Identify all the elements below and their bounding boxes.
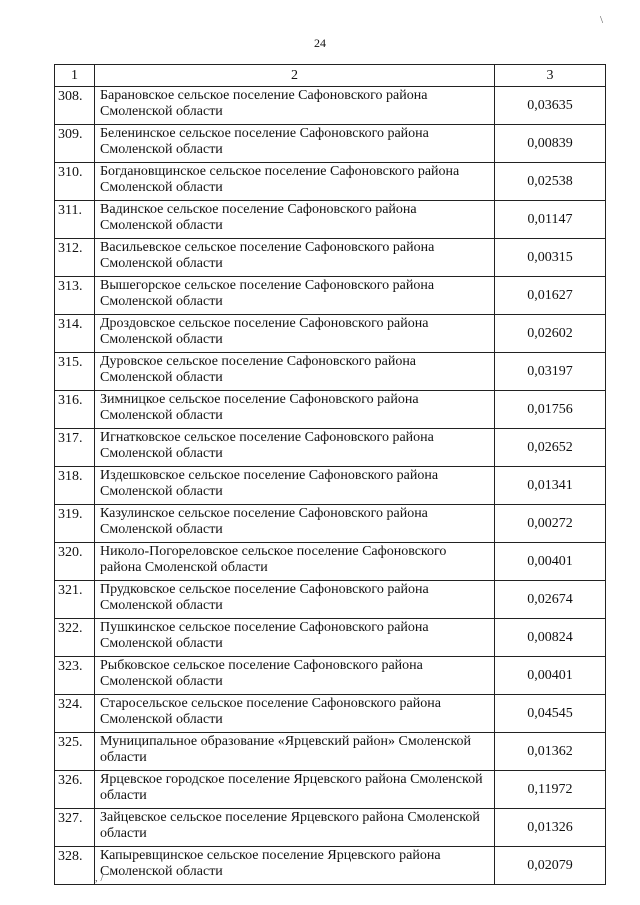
row-number: 326. bbox=[55, 771, 95, 809]
table-row bbox=[55, 543, 606, 581]
municipality-name: Зимницкое сельское поселение Сафоновского района Смоленской области bbox=[95, 391, 495, 429]
row-number: 314. bbox=[55, 315, 95, 353]
row-number: 320. bbox=[55, 543, 95, 581]
row-number: 315. bbox=[55, 353, 95, 391]
municipality-name: Прудковское сельское поселение Сафоновского района Смоленской области bbox=[95, 581, 495, 619]
row-number: 325. bbox=[55, 733, 95, 771]
column-header-3: 3 bbox=[495, 65, 606, 87]
municipality-name: Богдановщинское сельское поселение Сафоновского района Смоленской области bbox=[95, 163, 495, 201]
share-value: 0,02079 bbox=[495, 847, 606, 885]
table-row bbox=[55, 809, 606, 847]
table-row bbox=[55, 505, 606, 543]
row-number: 328. bbox=[55, 847, 95, 885]
share-value: 0,00401 bbox=[495, 543, 606, 581]
table-row bbox=[55, 847, 606, 885]
table-row bbox=[55, 163, 606, 201]
table-row bbox=[55, 315, 606, 353]
row-number: 322. bbox=[55, 619, 95, 657]
table-row bbox=[55, 87, 606, 125]
municipality-name: Капыревщинское сельское поселение Ярцевского района Смоленской области bbox=[95, 847, 495, 885]
row-number: 327. bbox=[55, 809, 95, 847]
table-row bbox=[55, 619, 606, 657]
municipality-name: Издешковское сельское поселение Сафоновского района Смоленской области bbox=[95, 467, 495, 505]
municipality-name: Барановское сельское поселение Сафоновского района Смоленской области bbox=[95, 87, 495, 125]
municipality-name: Пушкинское сельское поселение Сафоновского района Смоленской области bbox=[95, 619, 495, 657]
table-row bbox=[55, 239, 606, 277]
row-number: 308. bbox=[55, 87, 95, 125]
share-value: 0,00315 bbox=[495, 239, 606, 277]
municipality-name: Дуровское сельское поселение Сафоновского района Смоленской области bbox=[95, 353, 495, 391]
row-number: 317. bbox=[55, 429, 95, 467]
table-row bbox=[55, 733, 606, 771]
municipality-name: Дроздовское сельское поселение Сафоновского района Смоленской области bbox=[95, 315, 495, 353]
row-number: 318. bbox=[55, 467, 95, 505]
municipality-name: Николо-Погореловское сельское поселение Сафоновского района Смоленской области bbox=[95, 543, 495, 581]
municipality-name: Старосельское сельское поселение Сафоновского района Смоленской области bbox=[95, 695, 495, 733]
share-value: 0,01756 bbox=[495, 391, 606, 429]
share-value: 0,00401 bbox=[495, 657, 606, 695]
row-number: 309. bbox=[55, 125, 95, 163]
share-value: 0,00824 bbox=[495, 619, 606, 657]
share-value: 0,02652 bbox=[495, 429, 606, 467]
row-number: 323. bbox=[55, 657, 95, 695]
row-number: 319. bbox=[55, 505, 95, 543]
share-value: 0,03197 bbox=[495, 353, 606, 391]
share-value: 0,01362 bbox=[495, 733, 606, 771]
table-row bbox=[55, 695, 606, 733]
share-value: 0,00839 bbox=[495, 125, 606, 163]
row-number: 321. bbox=[55, 581, 95, 619]
row-number: 311. bbox=[55, 201, 95, 239]
share-value: 0,00272 bbox=[495, 505, 606, 543]
table-row bbox=[55, 277, 606, 315]
municipality-name: Ярцевское городское поселение Ярцевского района Смоленской области bbox=[95, 771, 495, 809]
table-row bbox=[55, 201, 606, 239]
table-row bbox=[55, 657, 606, 695]
municipality-name: Казулинское сельское поселение Сафоновского района Смоленской области bbox=[95, 505, 495, 543]
table-row bbox=[55, 771, 606, 809]
table-row bbox=[55, 429, 606, 467]
share-value: 0,04545 bbox=[495, 695, 606, 733]
table-row bbox=[55, 467, 606, 505]
page-number: 24 bbox=[314, 36, 326, 50]
column-header-2: 2 bbox=[95, 65, 495, 87]
municipality-name: Игнатковское сельское поселение Сафоновского района Смоленской области bbox=[95, 429, 495, 467]
table-row bbox=[55, 581, 606, 619]
municipality-name: Беленинское сельское поселение Сафоновского района Смоленской области bbox=[95, 125, 495, 163]
share-value: 0,11972 bbox=[495, 771, 606, 809]
share-value: 0,02674 bbox=[495, 581, 606, 619]
row-number: 316. bbox=[55, 391, 95, 429]
scan-artifact-mark: \ bbox=[600, 14, 604, 26]
share-value: 0,03635 bbox=[495, 87, 606, 125]
share-value: 0,01326 bbox=[495, 809, 606, 847]
row-number: 310. bbox=[55, 163, 95, 201]
table-row bbox=[55, 353, 606, 391]
share-value: 0,01147 bbox=[495, 201, 606, 239]
table-row bbox=[55, 125, 606, 163]
column-header-1: 1 bbox=[55, 65, 95, 87]
municipality-name: Рыбковское сельское поселение Сафоновского района Смоленской области bbox=[95, 657, 495, 695]
municipality-name: Васильевское сельское поселение Сафоновского района Смоленской области bbox=[95, 239, 495, 277]
scan-artifact-mark: , / bbox=[95, 872, 104, 884]
share-value: 0,01627 bbox=[495, 277, 606, 315]
share-value: 0,02602 bbox=[495, 315, 606, 353]
municipality-name: Вадинское сельское поселение Сафоновского района Смоленской области bbox=[95, 201, 495, 239]
table-row bbox=[55, 391, 606, 429]
share-value: 0,02538 bbox=[495, 163, 606, 201]
row-number: 312. bbox=[55, 239, 95, 277]
municipality-name: Зайцевское сельское поселение Ярцевского района Смоленской области bbox=[95, 809, 495, 847]
share-value: 0,01341 bbox=[495, 467, 606, 505]
row-number: 324. bbox=[55, 695, 95, 733]
municipality-name: Муниципальное образование «Ярцевский район» Смоленской области bbox=[95, 733, 495, 771]
table-header-row bbox=[55, 65, 606, 87]
municipality-name: Вышегорское сельское поселение Сафоновского района Смоленской области bbox=[95, 277, 495, 315]
allocation-table bbox=[54, 64, 606, 885]
row-number: 313. bbox=[55, 277, 95, 315]
